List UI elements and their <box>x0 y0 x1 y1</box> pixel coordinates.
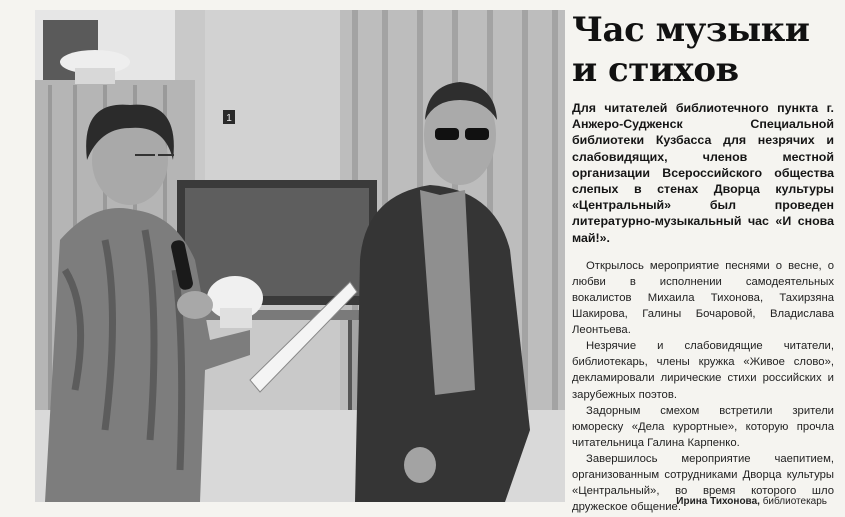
sunglasses-right <box>465 128 489 140</box>
article-headline <box>572 10 834 90</box>
flower-pot <box>75 68 115 84</box>
stage-number: 1 <box>226 113 232 124</box>
byline-name: Ирина Тихонова, <box>676 496 760 507</box>
table-vase <box>220 308 252 328</box>
article-paragraph: Завершилось мероприятие чаепитием, организованным сотрудниками Дворца культуры «Центральный», во время которого шло дружеское общение. <box>572 452 834 514</box>
article-lead: Для читателей библиотечного пункта г. Анжеро-Судженск Специальной библиотеки Кузбасса для незрячих и слабовидящих, членов местной организации Всероссийского общества слепых в стенах Дворца культуры «Центральный» был проведен литературно-музыкальный час «И снова май!». <box>572 101 834 245</box>
article-paragraph: Незрячие и слабовидящие читатели, библиотекарь, члены кружка «Живое слово», декламировали лирические стихи российских и зарубежных поэтов. <box>572 340 834 401</box>
sunglasses-left <box>435 128 459 140</box>
article-paragraph: Открылось мероприятие песнями о весне, о любви в исполнении самодеятельных вокалистов Михаила Тихонова, Тахирзяна Шакирова, Галины Бочаровой, Владислава Леонтьева. <box>572 259 834 337</box>
wall-panel <box>205 10 340 190</box>
headline-line-2: и стихов <box>572 50 739 90</box>
man-hand <box>404 447 436 483</box>
article-byline <box>676 496 827 507</box>
photo-illustration <box>35 10 565 502</box>
headline-line-1: Час музыки <box>572 10 810 50</box>
byline-role: библиотекарь <box>762 496 827 507</box>
woman-hand <box>177 291 213 319</box>
article-column <box>572 10 834 514</box>
article-paragraph: Задорным смехом встретили зрители юмореску «Дела курортные», которую прочла читательница Галина Карпенко. <box>572 404 834 449</box>
article-body <box>572 258 834 516</box>
article-photo <box>35 10 565 502</box>
tv-screen-image <box>185 188 369 296</box>
